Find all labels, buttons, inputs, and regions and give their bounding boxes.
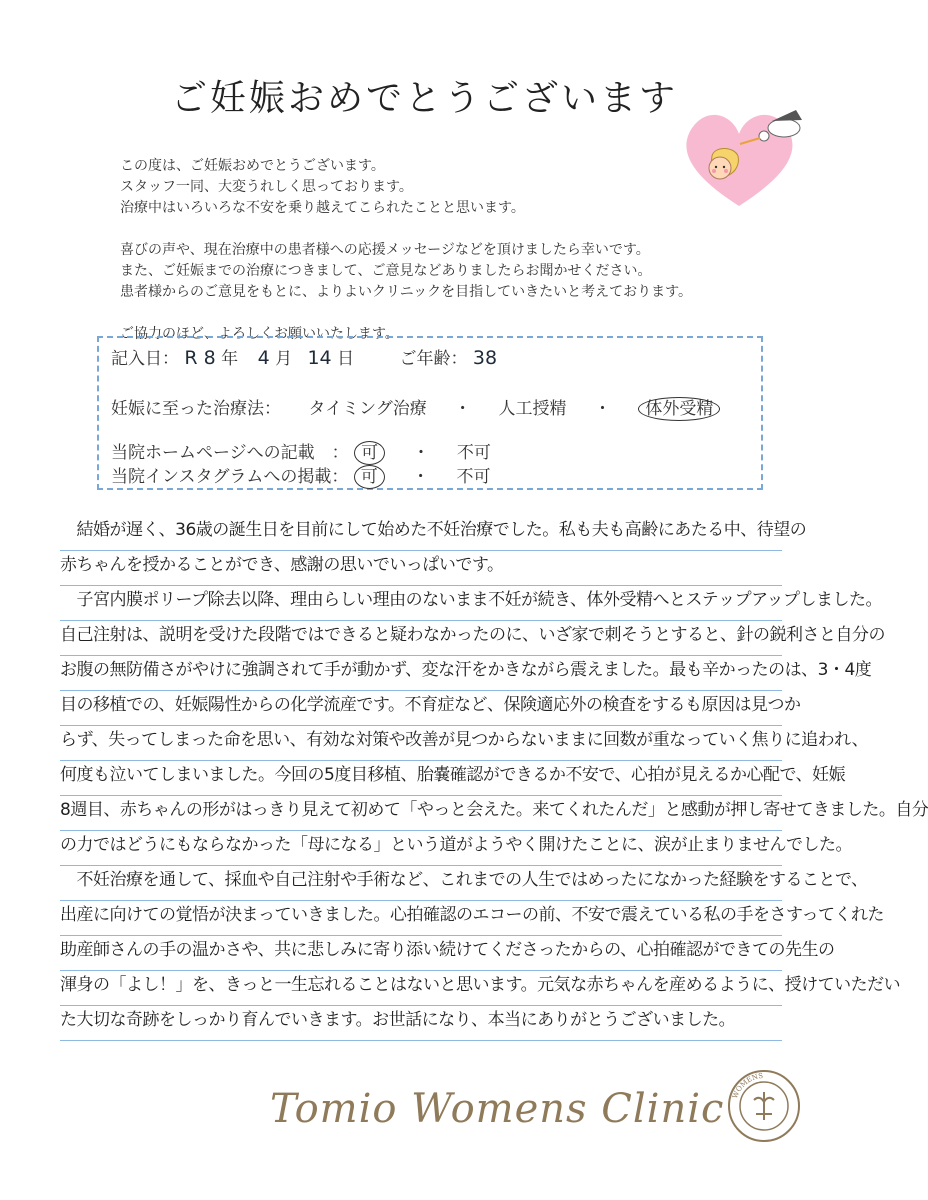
letter-line: 8週目、赤ちゃんの形がはっきり見えて初めて「やっと会えた。来てくれたんだ」と感動が押し寄せてきました。自分 xyxy=(60,790,782,831)
letter-line: 出産に向けての覚悟が決まっていきました。心拍確認のエコーの前、不安で震えている私の手をさすってくれた xyxy=(60,895,782,936)
date-month: 4 xyxy=(257,347,270,369)
letter-line: 何度も泣いてしまいました。今回の5度目移植、胎嚢確認ができるか不安で、心拍が見えるか心配で、妊娠 xyxy=(60,755,782,796)
intro-line: 患者様からのご意見をもとに、よりよいクリニックを目指していきたいと考えております。 xyxy=(120,284,693,300)
letter-line: 自己注射は、説明を受けた段階ではできると疑わなかったのに、いざ家で刺そうとすると、針の鋭利さと自分の xyxy=(60,615,782,656)
clinic-logo: Tomio Womens Clinic xyxy=(270,1086,725,1132)
treatment-option-ivf-selected: 体外受精 xyxy=(638,397,720,421)
intro-line: この度は、ご妊娠おめでとうございます。 xyxy=(120,158,385,174)
separator: ・ xyxy=(593,399,611,419)
treatment-option-iui: 人工授精 xyxy=(498,399,567,419)
homepage-no: 不可 xyxy=(456,443,491,463)
homepage-consent-row xyxy=(111,438,491,465)
treatment-row xyxy=(111,394,720,421)
intro-line: 治療中はいろいろな不安を乗り越えてこられたことと思います。 xyxy=(120,200,525,216)
intro-line: ご協力のほど、よろしくお願いいたします。 xyxy=(120,326,399,342)
letter-line: た大切な奇跡をしっかり育んでいきます。お世話になり、本当にありがとうございました。 xyxy=(60,1000,782,1041)
age-value: 38 xyxy=(472,347,498,369)
intro-line: 喜びの声や、現在治療中の患者様への応援メッセージなどを頂けましたら幸いです。 xyxy=(120,242,650,258)
separator: ・ xyxy=(412,443,430,463)
handwritten-letter xyxy=(60,510,928,1030)
letter-line: 不妊治療を通して、採血や自己注射や手術など、これまでの人生ではめったになかった経験をすることで、 xyxy=(60,860,782,901)
intro-line: スタッフ一同、大変うれしく思っております。 xyxy=(120,179,413,195)
letter-line: 赤ちゃんを授かることができ、感謝の思いでいっぱいです。 xyxy=(60,545,782,586)
letter-line: 結婚が遅く、36歳の誕生日を目前にして始めた不妊治療でした。私も夫も高齢にあたる中、待望の xyxy=(60,510,782,551)
letter-line: 助産師さんの手の温かさや、共に悲しみに寄り添い続けてくださったからの、心拍確認ができての先生の xyxy=(60,930,782,971)
year-suffix: 年 xyxy=(221,349,239,369)
letter-line: 目の移植での、妊娠陽性からの化学流産です。不育症など、保険適応外の検査をするも原因は見つか xyxy=(60,685,782,726)
svg-text:WOMENS: WOMENS xyxy=(731,1071,764,1100)
separator: ・ xyxy=(412,467,430,487)
homepage-label: 当院ホームページへの記載 ： xyxy=(111,443,349,463)
page-title: ご妊娠おめでとうございます xyxy=(170,78,678,119)
treatment-label: 妊娠に至った治療法： xyxy=(111,399,281,419)
age-label: ご年齢： xyxy=(399,349,468,369)
date-label: 記入日： xyxy=(111,349,179,369)
date-era: R 8 xyxy=(184,347,216,369)
date-day: 14 xyxy=(307,347,332,369)
treatment-option-timing: タイミング治療 xyxy=(308,399,427,419)
month-suffix: 月 xyxy=(275,349,293,369)
date-age-row xyxy=(111,344,497,369)
intro-line: また、ご妊娠までの治療につきまして、ご意見などありましたらお聞かせください。 xyxy=(120,263,652,279)
letter-line: お腹の無防備さがやけに強調されて手が動かず、変な汗をかきながら震えました。最も辛かったのは、3・4度 xyxy=(60,650,782,691)
letter-line: 子宮内膜ポリープ除去以降、理由らしい理由のないまま不妊が続き、体外受精へとステップアップしました。 xyxy=(60,580,782,621)
clinic-seal-icon xyxy=(726,1068,802,1144)
instagram-consent-row xyxy=(111,462,491,489)
day-suffix: 日 xyxy=(337,349,355,369)
instagram-label: 当院インスタグラムへの掲載： xyxy=(111,467,349,487)
patient-info-form xyxy=(97,336,763,490)
letter-line: の力ではどうにもならなかった「母になる」という道がようやく開けたことに、涙が止まりませんでした。 xyxy=(60,825,782,866)
letter-line: らず、失ってしまった命を思い、有効な対策や改善が見つからないままに回数が重なっていく焦りに追われ、 xyxy=(60,720,782,761)
homepage-yes-selected: 可 xyxy=(354,441,385,465)
intro-message xyxy=(120,156,760,345)
letter-line: 渾身の「よし！」を、きっと一生忘れることはないと思います。元気な赤ちゃんを産めるように、授けていただい xyxy=(60,965,782,1006)
separator: ・ xyxy=(454,399,472,419)
instagram-yes-selected: 可 xyxy=(354,465,385,489)
instagram-no: 不可 xyxy=(456,467,491,487)
